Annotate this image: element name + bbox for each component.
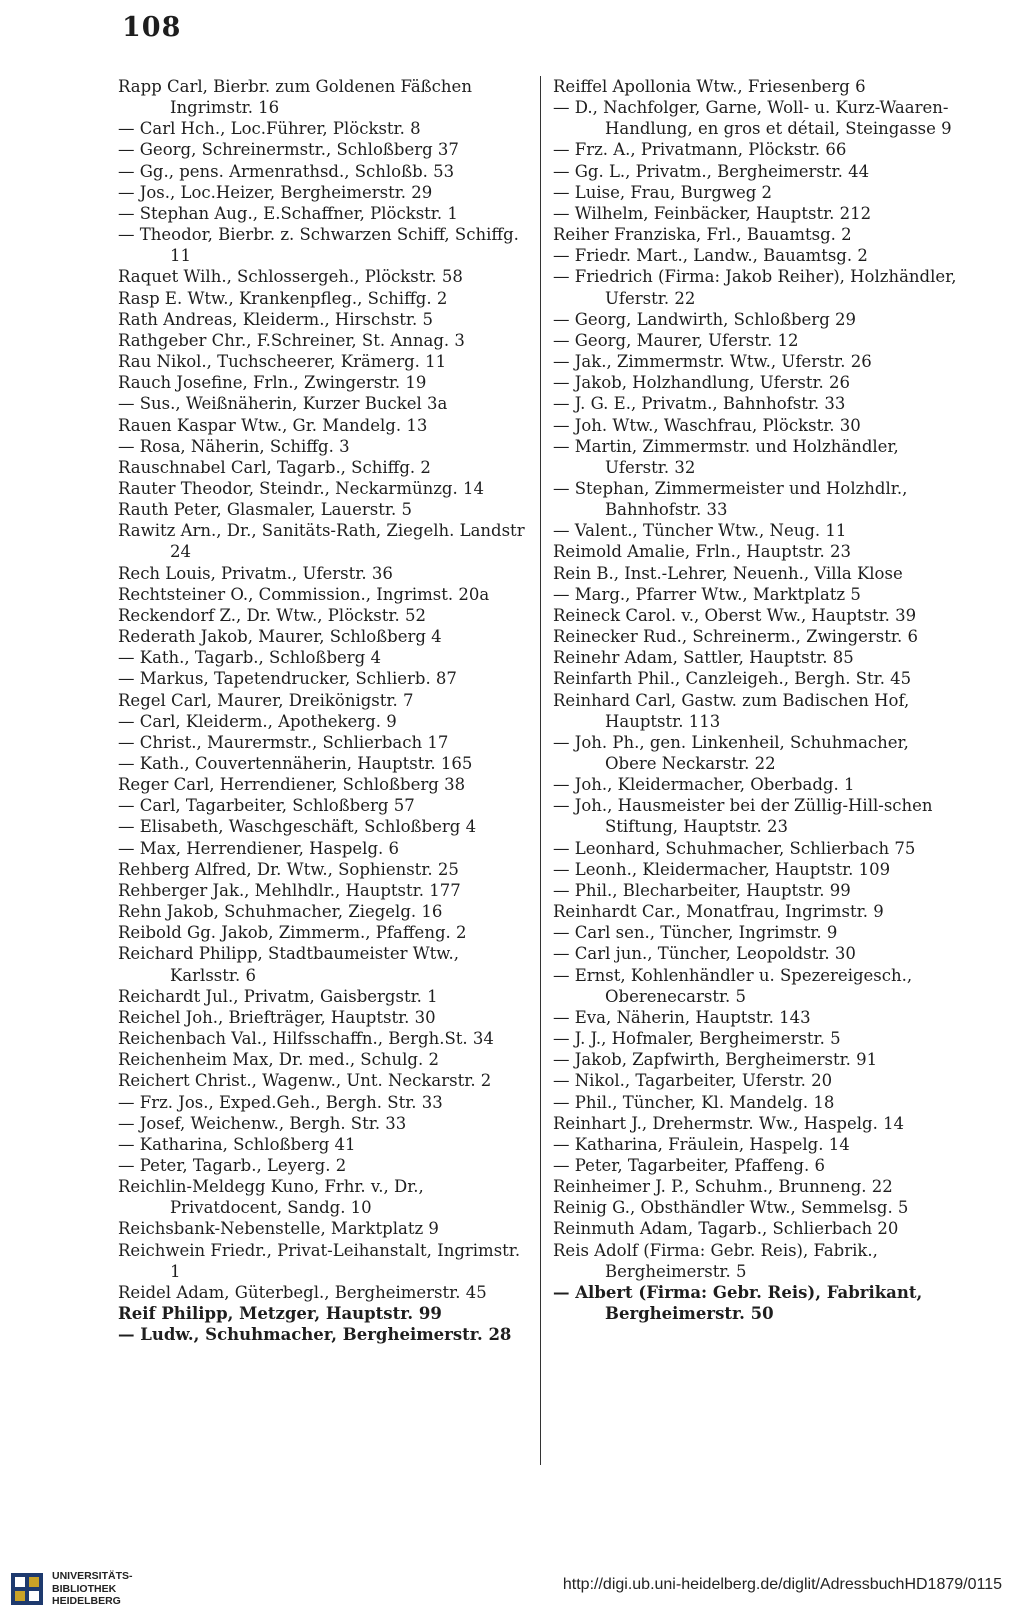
directory-entry: — Phil., Blecharbeiter, Hauptstr. 99 (553, 880, 851, 900)
directory-entry: Reichardt Jul., Privatm, Gaisbergstr. 1 (118, 986, 438, 1006)
directory-entry: Reichsbank-Nebenstelle, Marktplatz 9 (118, 1219, 439, 1239)
directory-entry: Rawitz Arn., Dr., Sanitäts-Rath, Ziegelh. Landstr 24 (118, 521, 525, 562)
directory-entry: — Georg, Maurer, Uferstr. 12 (553, 330, 799, 350)
directory-entry: Reidel Adam, Güterbegl., Bergheimerstr. 45 (118, 1282, 487, 1302)
column-divider (540, 76, 541, 1465)
directory-entry: — Nikol., Tagarbeiter, Uferstr. 20 (553, 1071, 833, 1091)
directory-entry: Rechtsteiner O., Commission., Ingrimst. 20a (118, 584, 490, 604)
directory-entry: Reis Adolf (Firma: Gebr. Reis), Fabrik., Bergheimerstr. 5 (553, 1240, 878, 1281)
directory-entry: — Christ., Maurermstr., Schlierbach 17 (118, 732, 449, 752)
library-line-1: UNIVERSITÄTS- (52, 1570, 133, 1582)
directory-entry: Reger Carl, Herrendiener, Schloßberg 38 (118, 775, 466, 795)
directory-entry: — Ernst, Kohlenhändler u. Spezereigesch., Oberenecarstr. 5 (553, 965, 913, 1006)
directory-entry: — Rosa, Näherin, Schiffg. 3 (118, 436, 350, 456)
directory-entry: — Martin, Zimmermstr. und Holzhändler, Uferstr. 32 (553, 436, 899, 477)
directory-entry: — J. G. E., Privatm., Bahnhofstr. 33 (553, 394, 846, 414)
directory-entry: Reiffel Apollonia Wtw., Friesenberg 6 (553, 77, 866, 96)
directory-entry: — Carl sen., Tüncher, Ingrimstr. 9 (553, 923, 838, 943)
directory-entry: Rech Louis, Privatm., Uferstr. 36 (118, 563, 393, 583)
directory-entry: — Georg, Landwirth, Schloßberg 29 (553, 309, 857, 329)
directory-entry: Reibold Gg. Jakob, Zimmerm., Pfaffeng. 2 (118, 923, 467, 943)
directory-entry: Rauter Theodor, Steindr., Neckarmünzg. 14 (118, 478, 484, 498)
directory-entry: — Leonh., Kleidermacher, Hauptstr. 109 (553, 859, 891, 879)
footer (0, 1560, 1020, 1623)
directory-entry: Reinheimer J. P., Schuhm., Brunneng. 22 (553, 1177, 893, 1197)
directory-entry: — Markus, Tapetendrucker, Schlierb. 87 (118, 669, 457, 689)
directory-entry: Reinhard Carl, Gastw. zum Badischen Hof, Hauptstr. 113 (553, 690, 910, 731)
directory-entry: Reinmuth Adam, Tagarb., Schlierbach 20 (553, 1219, 899, 1239)
directory-entry: — Peter, Tagarbeiter, Pfaffeng. 6 (553, 1155, 825, 1175)
library-name (52, 1570, 133, 1608)
directory-entry: — Gg., pens. Armenrathsd., Schloßb. 53 (118, 161, 455, 181)
directory-entry: Reiher Franziska, Frl., Bauamtsg. 2 (553, 225, 852, 245)
directory-entry: — Albert (Firma: Gebr. Reis), Fabrikant, Bergheimerstr. 50 (553, 1282, 923, 1324)
source-url-link[interactable]: http://digi.ub.uni-heidelberg.de/diglit/AdressbuchHD1879/0115 (562, 1576, 1002, 1593)
directory-entry: Regel Carl, Maurer, Dreikönigstr. 7 (118, 690, 414, 710)
directory-entry: — Sus., Weißnäherin, Kurzer Buckel 3a (118, 394, 448, 414)
directory-entry: — Valent., Tüncher Wtw., Neug. 11 (553, 521, 847, 541)
university-seal-icon (10, 1572, 44, 1606)
directory-entry: Rehberger Jak., Mehlhdlr., Hauptstr. 177 (118, 880, 461, 900)
directory-entry: Reichlin-Meldegg Kuno, Frhr. v., Dr., Privatdocent, Sandg. 10 (118, 1177, 424, 1218)
directory-entry: — Joh. Wtw., Waschfrau, Plöckstr. 30 (553, 415, 861, 435)
directory-entry: — Theodor, Bierbr. z. Schwarzen Schiff, Schiffg. 11 (118, 225, 519, 266)
directory-entry: — D., Nachfolger, Garne, Woll- u. Kurz-Waaren-Handlung, en gros et détail, Steingasse 9 (553, 98, 952, 139)
right-column (553, 76, 965, 1324)
directory-entry: — Marg., Pfarrer Wtw., Marktplatz 5 (553, 584, 861, 604)
directory-entry: — Jakob, Zapfwirth, Bergheimerstr. 91 (553, 1050, 878, 1070)
directory-entry: — Stephan, Zimmermeister und Holzhdlr., Bahnhofstr. 33 (553, 478, 908, 520)
directory-entry: Reineck Carol. v., Oberst Ww., Hauptstr. 39 (553, 605, 917, 625)
directory-entry: Reichwein Friedr., Privat-Leihanstalt, Ingrimstr. 1 (118, 1240, 521, 1281)
directory-entry: — Carl Hch., Loc.Führer, Plöckstr. 8 (118, 119, 421, 139)
directory-entry: — Friedrich (Firma: Jakob Reiher), Holzhändler, Uferstr. 22 (553, 267, 957, 308)
directory-entry: Rein B., Inst.-Lehrer, Neuenh., Villa Klose (553, 563, 903, 583)
directory-entry: — Wilhelm, Feinbäcker, Hauptstr. 212 (553, 203, 872, 223)
directory-entry: — Kath., Couvertennäherin, Hauptstr. 165 (118, 754, 473, 773)
library-line-2: BIBLIOTHEK (52, 1582, 117, 1595)
directory-entry: — Josef, Weichenw., Bergh. Str. 33 (118, 1113, 407, 1133)
directory-entry: — Elisabeth, Waschgeschäft, Schloßberg 4 (118, 817, 477, 837)
directory-entry: Rapp Carl, Bierbr. zum Goldenen Fäßchen Ingrimstr. 16 (118, 77, 472, 118)
directory-entry: — Ludw., Schuhmacher, Bergheimerstr. 28 (118, 1325, 512, 1345)
directory-entry: Rederath Jakob, Maurer, Schloßberg 4 (118, 627, 442, 647)
directory-entry: — Max, Herrendiener, Haspelg. 6 (118, 838, 399, 858)
directory-entry: Rasp E. Wtw., Krankenpfleg., Schiffg. 2 (118, 288, 448, 308)
directory-entry: Rauch Josefine, Frln., Zwingerstr. 19 (118, 373, 427, 393)
directory-entry: — Luise, Frau, Burgweg 2 (553, 182, 773, 202)
directory-entry: — Georg, Schreinermstr., Schloßberg 37 (118, 140, 459, 160)
directory-entry: — Peter, Tagarb., Leyerg. 2 (118, 1155, 347, 1175)
directory-entry: Reinhardt Car., Monatfrau, Ingrimstr. 9 (553, 902, 884, 922)
directory-entry: — Phil., Tüncher, Kl. Mandelg. 18 (553, 1092, 835, 1112)
directory-entry: Reimold Amalie, Frln., Hauptstr. 23 (553, 542, 852, 562)
directory-entry: — Friedr. Mart., Landw., Bauamtsg. 2 (553, 246, 868, 266)
directory-entry: Reichel Joh., Briefträger, Hauptstr. 30 (118, 1007, 436, 1027)
page-number: 108 (122, 12, 182, 43)
directory-entry: Reichenheim Max, Dr. med., Schulg. 2 (118, 1050, 439, 1070)
directory-entry: Reinehr Adam, Sattler, Hauptstr. 85 (553, 648, 854, 668)
directory-entry: Rauschnabel Carl, Tagarb., Schiffg. 2 (118, 457, 431, 477)
directory-entry: — Carl jun., Tüncher, Leopoldstr. 30 (553, 944, 856, 964)
directory-entry: — Stephan Aug., E.Schaffner, Plöckstr. 1 (118, 203, 458, 223)
directory-entry: Rauth Peter, Glasmaler, Lauerstr. 5 (118, 500, 412, 520)
directory-entry: — Frz. Jos., Exped.Geh., Bergh. Str. 33 (118, 1092, 443, 1112)
directory-entry: — Katharina, Schloßberg 41 (118, 1134, 356, 1154)
directory-entry: — Eva, Näherin, Hauptstr. 143 (553, 1007, 811, 1027)
left-column (118, 76, 528, 1345)
directory-entry: — Leonhard, Schuhmacher, Schlierbach 75 (553, 838, 916, 858)
directory-entry: — Jos., Loc.Heizer, Bergheimerstr. 29 (118, 182, 433, 202)
directory-entry: Reichert Christ., Wagenw., Unt. Neckarstr. 2 (118, 1071, 492, 1091)
directory-entry: — J. J., Hofmaler, Bergheimerstr. 5 (553, 1029, 841, 1049)
directory-entry: Rau Nikol., Tuchscheerer, Krämerg. 11 (118, 352, 447, 372)
directory-entry: Reif Philipp, Metzger, Hauptstr. 99 (118, 1304, 442, 1324)
directory-entry: Reinig G., Obsthändler Wtw., Semmelsg. 5 (553, 1198, 909, 1218)
directory-entry: Reinecker Rud., Schreinerm., Zwingerstr. 6 (553, 627, 918, 647)
directory-entry: Raquet Wilh., Schlossergeh., Plöckstr. 58 (118, 267, 463, 287)
directory-entry: Reinhart J., Drehermstr. Ww., Haspelg. 14 (553, 1113, 905, 1133)
directory-entry: — Katharina, Fräulein, Haspelg. 14 (553, 1134, 850, 1154)
directory-entry: — Carl, Tagarbeiter, Schloßberg 57 (118, 796, 415, 816)
directory-entry: Rauen Kaspar Wtw., Gr. Mandelg. 13 (118, 415, 428, 435)
directory-entry: — Joh., Hausmeister bei der Züllig-Hill-schen Stiftung, Hauptstr. 23 (553, 796, 933, 837)
directory-entry: Reckendorf Z., Dr. Wtw., Plöckstr. 52 (118, 605, 426, 625)
directory-entry: — Gg. L., Privatm., Bergheimerstr. 44 (553, 161, 870, 181)
directory-entry: Rehberg Alfred, Dr. Wtw., Sophienstr. 25 (118, 859, 459, 879)
directory-entry: Reichard Philipp, Stadtbaumeister Wtw., Karlsstr. 6 (118, 944, 459, 985)
directory-entry: — Jakob, Holzhandlung, Uferstr. 26 (553, 373, 851, 393)
directory-entry: — Kath., Tagarb., Schloßberg 4 (118, 648, 381, 668)
directory-entry: — Frz. A., Privatmann, Plöckstr. 66 (553, 140, 847, 160)
directory-entry: — Joh., Kleidermacher, Oberbadg. 1 (553, 775, 855, 795)
directory-entry: Rehn Jakob, Schuhmacher, Ziegelg. 16 (118, 902, 443, 922)
directory-entry: Reinfarth Phil., Canzleigeh., Bergh. Str. 45 (553, 669, 912, 689)
directory-entry: — Jak., Zimmermstr. Wtw., Uferstr. 26 (553, 352, 872, 372)
directory-entry: Rath Andreas, Kleiderm., Hirschstr. 5 (118, 309, 433, 329)
directory-entry: — Joh. Ph., gen. Linkenheil, Schuhmacher, Obere Neckarstr. 22 (553, 732, 909, 773)
directory-entry: Reichenbach Val., Hilfsschaffn., Bergh.St. 34 (118, 1029, 494, 1049)
library-line-3: HEIDELBERG (52, 1595, 121, 1607)
directory-entry: — Carl, Kleiderm., Apothekerg. 9 (118, 711, 397, 731)
directory-entry: Rathgeber Chr., F.Schreiner, St. Annag. 3 (118, 330, 465, 350)
